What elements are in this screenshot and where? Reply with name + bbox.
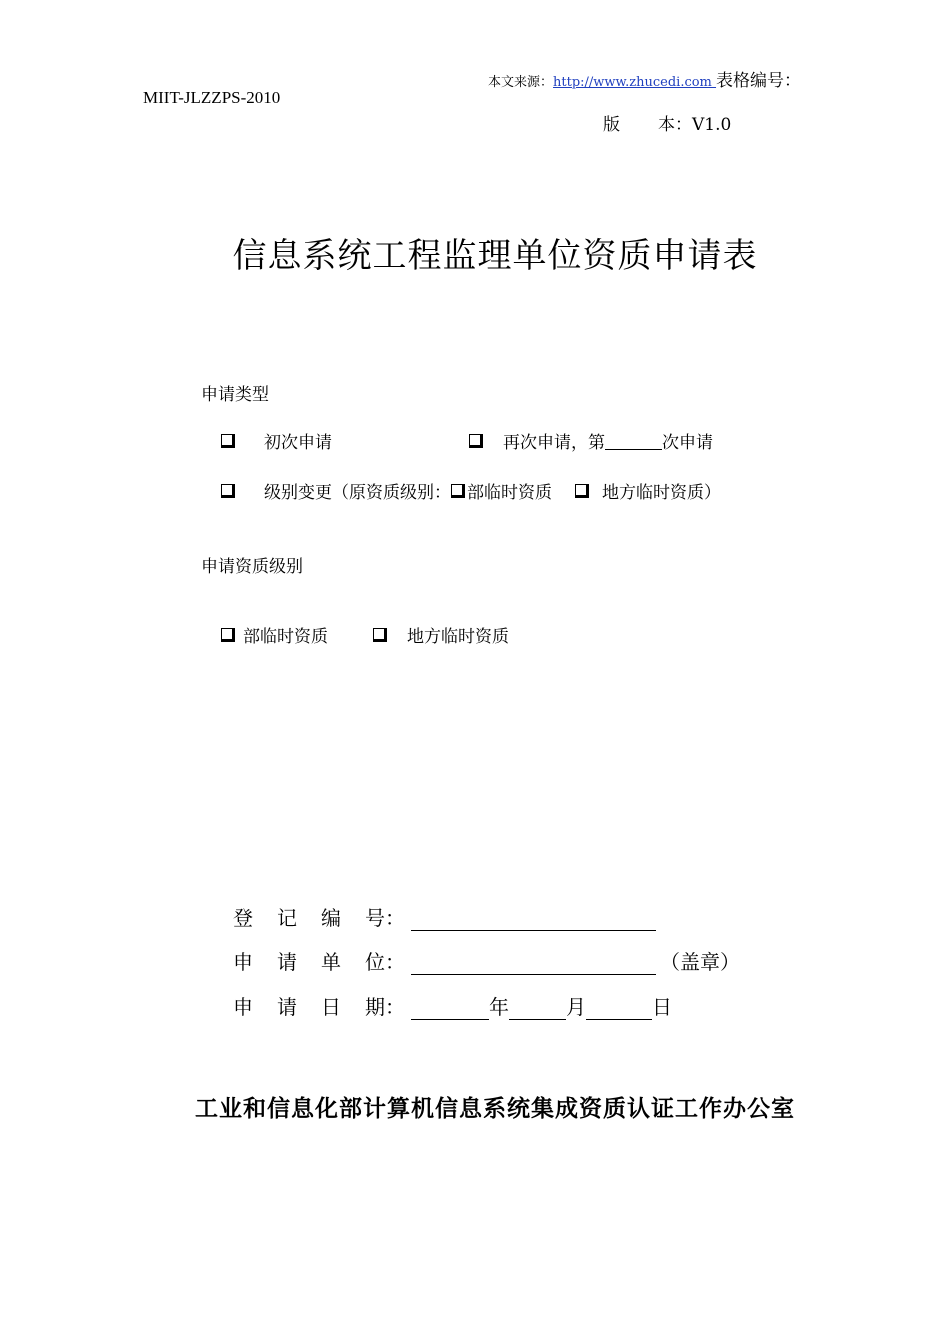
form-number-label: 表格编号： <box>716 71 802 91</box>
option-label: 部临时资质 <box>467 483 552 503</box>
option-level-change[interactable] <box>221 478 721 503</box>
applicant-unit-field[interactable] <box>233 946 740 975</box>
document-code: MIIT-JLZZPS-2010 <box>143 88 281 107</box>
field-label: 申 请 日 期： <box>233 995 405 1019</box>
application-count-blank[interactable] <box>605 431 662 450</box>
option-local-temp[interactable] <box>373 622 509 647</box>
option-label: 初次申请 <box>264 433 332 453</box>
applicant-unit-blank[interactable] <box>411 952 656 975</box>
version-label-a: 版 <box>603 115 620 135</box>
version-label-b: 本：V1.0 <box>658 115 732 135</box>
seal-note: （盖章） <box>660 950 740 974</box>
checkbox-icon[interactable] <box>221 434 235 448</box>
field-label: 申 请 单 位： <box>233 950 405 974</box>
checkbox-icon[interactable] <box>575 484 589 498</box>
checkbox-icon[interactable] <box>469 434 483 448</box>
option-label: 地方临时资质 <box>407 627 509 647</box>
registration-number-blank[interactable] <box>411 908 656 931</box>
checkbox-icon[interactable] <box>221 628 235 642</box>
field-label: 登 记 编 号： <box>233 906 405 930</box>
checkbox-icon[interactable] <box>373 628 387 642</box>
source-label: 本文来源： <box>488 75 554 90</box>
option-label: 部临时资质 <box>243 627 328 647</box>
option-ministry-temp[interactable] <box>221 622 328 647</box>
application-date-field[interactable] <box>233 991 672 1020</box>
year-label: 年 <box>489 995 509 1019</box>
day-blank[interactable] <box>586 997 652 1020</box>
source-line <box>488 66 801 91</box>
qualification-level-heading: 申请资质级别 <box>201 557 303 577</box>
option-label: 地方临时资质） <box>602 483 721 503</box>
registration-number-field[interactable] <box>233 902 656 931</box>
month-blank[interactable] <box>509 997 566 1020</box>
option-label: 再次申请，第 <box>503 433 605 453</box>
version-line <box>603 110 731 135</box>
option-label: 级别变更（原资质级别： <box>264 483 451 503</box>
page-title: 信息系统工程监理单位资质申请表 <box>232 236 758 276</box>
option-first-application[interactable] <box>221 428 332 453</box>
checkbox-icon[interactable] <box>221 484 235 498</box>
month-label: 月 <box>566 995 586 1019</box>
day-label: 日 <box>652 995 672 1019</box>
year-blank[interactable] <box>411 997 489 1020</box>
checkbox-icon[interactable] <box>451 484 465 498</box>
source-link[interactable]: http://www.zhucedi.com <box>553 75 717 90</box>
issuing-office: 工业和信息化部计算机信息系统集成资质认证工作办公室 <box>195 1096 795 1122</box>
application-type-heading: 申请类型 <box>201 385 269 405</box>
option-reapplication[interactable] <box>469 428 713 453</box>
option-label: 次申请 <box>662 433 713 453</box>
